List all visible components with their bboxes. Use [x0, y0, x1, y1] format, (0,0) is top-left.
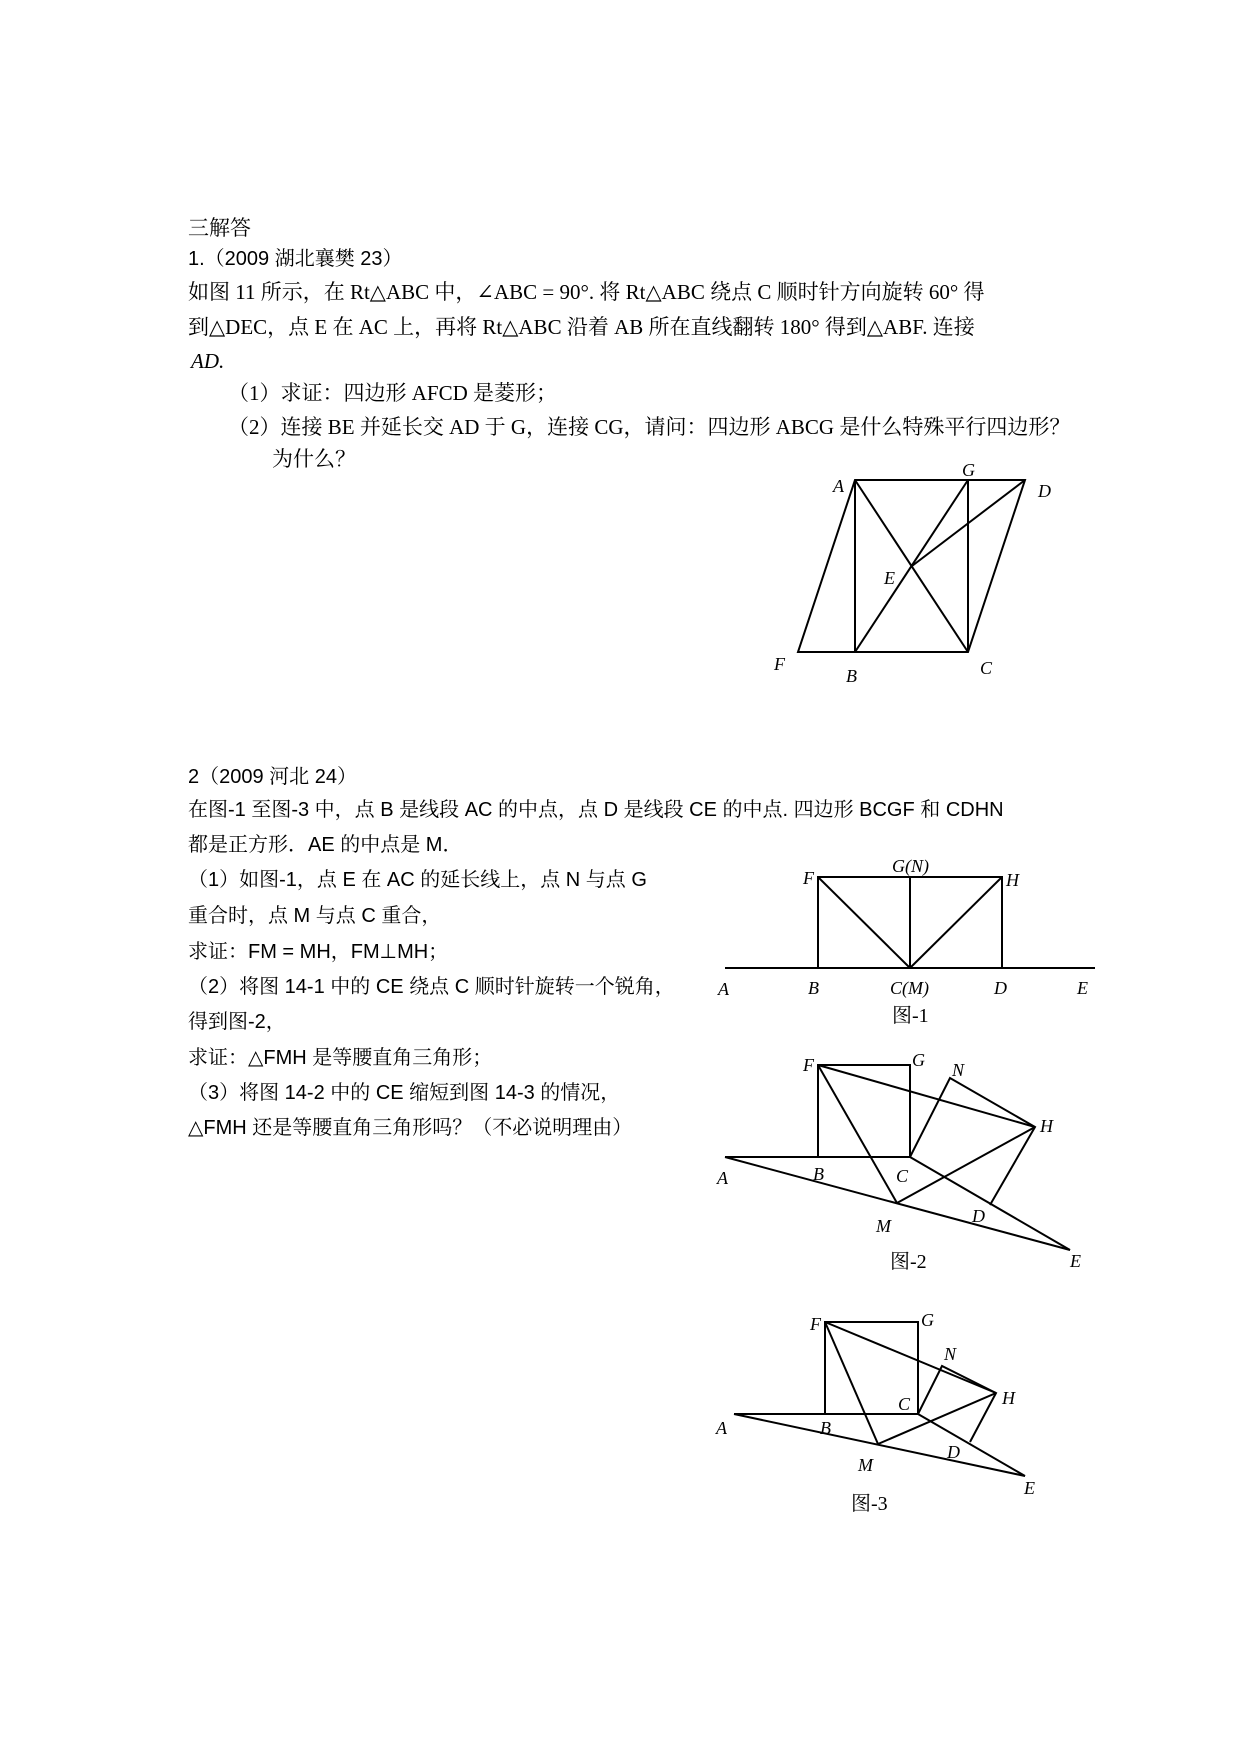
- fig1-label-h: H: [1006, 870, 1019, 890]
- line-ae: [734, 1414, 1025, 1476]
- fig1-label-a: A: [718, 979, 729, 999]
- problem2-line1: 在图-1 至图-3 中，点 B 是线段 AC 的中点，点 D 是线段 CE 的中点. 四边形 BCGF 和 CDHN: [188, 799, 1004, 821]
- segment-ce: [910, 1157, 1070, 1250]
- fig3-label-e: E: [1024, 1478, 1035, 1498]
- fig2-label-m: M: [876, 1216, 891, 1236]
- label-g: G: [962, 460, 975, 480]
- fig1-label-e: E: [1077, 978, 1088, 998]
- fig2-caption: 图-2: [890, 1251, 927, 1273]
- label-c: C: [980, 658, 993, 678]
- problem2-question2b: 得到图-2，: [188, 1011, 286, 1033]
- fig1-label-cm: C(M): [890, 978, 929, 998]
- problem2-question3b: △FMH 还是等腰直角三角形吗？（不必说明理由）: [188, 1117, 633, 1139]
- fig3-label-h: H: [1002, 1388, 1015, 1408]
- fig2-label-n: N: [952, 1060, 965, 1080]
- label-a: A: [833, 476, 844, 496]
- problem1-figure: [773, 460, 1051, 686]
- problem1-line2: 到△DEC，点 E 在 AC 上，再将 Rt△ABC 沿着 AB 所在直线翻转 180° 得到△ABF. 连接: [188, 315, 975, 339]
- segment-ce: [918, 1414, 1025, 1476]
- fig1-label-d: D: [994, 978, 1007, 998]
- label-f: F: [774, 654, 785, 674]
- problem1-question1: （1）求证：四边形 AFCD 是菱形；: [228, 381, 558, 405]
- fig2-label-a: A: [717, 1168, 728, 1188]
- figure-3: [715, 1310, 1035, 1515]
- segment-fm: [818, 1065, 897, 1203]
- section-title: 三解答: [188, 216, 251, 240]
- fig3-label-f: F: [810, 1314, 821, 1334]
- fig3-label-n: N: [944, 1344, 957, 1364]
- problem2-question1a: （1）如图-1，点 E 在 AC 的延长线上，点 N 与点 G: [188, 869, 647, 891]
- segment-mh: [897, 1127, 1035, 1203]
- figure-1: [717, 856, 1095, 1027]
- label-d: D: [1038, 481, 1051, 501]
- fig2-label-e: E: [1070, 1251, 1081, 1271]
- fig2-label-g: G: [912, 1050, 925, 1070]
- fig3-caption: 图-3: [851, 1493, 888, 1515]
- problem1-line1: 如图 11 所示，在 Rt△ABC 中，∠ABC = 90°. 将 Rt△ABC 绕点 C 顺时针方向旋转 60° 得: [188, 280, 985, 304]
- fig1-caption: 图-1: [892, 1005, 929, 1027]
- figure-2: [716, 1050, 1081, 1273]
- fig1-label-b: B: [808, 978, 819, 998]
- problem2-question1c: 求证：FM = MH，FM⊥MH；: [188, 941, 449, 963]
- fig1-label-gn: G(N): [892, 856, 929, 876]
- fig3-label-d: D: [947, 1442, 960, 1462]
- problem1-question2-cont: 为什么？: [272, 447, 356, 471]
- problem2-question3a: （3）将图 14-2 中的 CE 缩短到图 14-3 的情况，: [188, 1082, 621, 1104]
- problem1-question2: （2）连接 BE 并延长交 AD 于 G，连接 CG，请问：四边形 ABCG 是什么特殊平行四边形？: [228, 415, 1071, 439]
- fig3-label-b: B: [820, 1418, 831, 1438]
- fig3-label-c: C: [898, 1394, 911, 1414]
- segment-mh: [910, 877, 1002, 968]
- problem1-line3: AD.: [191, 349, 225, 373]
- fig2-label-f: F: [803, 1055, 814, 1075]
- fig2-label-b: B: [813, 1164, 824, 1184]
- fig3-label-m: M: [858, 1455, 873, 1475]
- problem2-question2c: 求证：△FMH 是等腰直角三角形；: [188, 1047, 493, 1069]
- problem2-question1b: 重合时，点 M 与点 C 重合，: [188, 905, 442, 927]
- problem2-heading: 2（2009 河北 24）: [188, 766, 357, 788]
- problem2-question2a: （2）将图 14-1 中的 CE 绕点 C 顺时针旋转一个锐角，: [188, 976, 675, 998]
- fig3-label-a: A: [716, 1418, 727, 1438]
- segment-mh: [878, 1393, 996, 1444]
- label-e: E: [884, 568, 895, 588]
- problem1-heading: 1.（2009 湖北襄樊 23）: [188, 248, 403, 270]
- label-b: B: [846, 666, 857, 686]
- fig2-label-d: D: [972, 1206, 985, 1226]
- fig2-label-c: C: [896, 1166, 909, 1186]
- segment-fm: [818, 877, 910, 968]
- fig2-label-h: H: [1040, 1116, 1053, 1136]
- segment-fh: [818, 1065, 1035, 1127]
- problem2-line2: 都是正方形．AE 的中点是 M．: [188, 834, 463, 856]
- fig1-label-f: F: [803, 868, 814, 888]
- fig3-label-g: G: [921, 1310, 934, 1330]
